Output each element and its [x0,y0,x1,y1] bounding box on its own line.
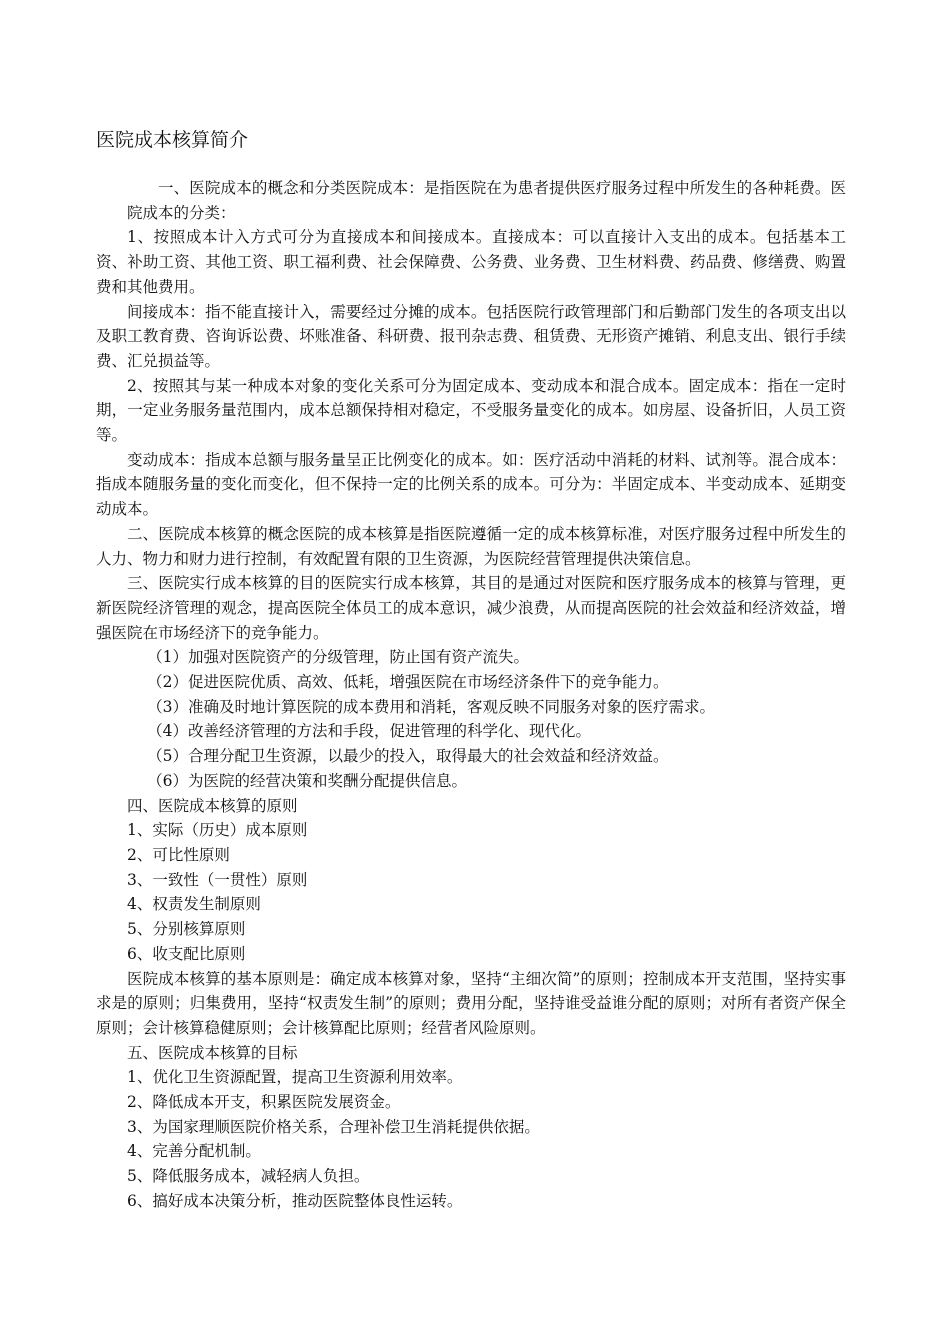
purpose-item: （5）合理分配卫生资源，以最少的投入，取得最大的社会效益和经济效益。 [147,747,669,766]
document-page [96,126,846,1214]
purpose-item: （4）改善经济管理的方法和手段，促进管理的科学化、现代化。 [147,722,592,741]
section-1-indirect-cost: 间接成本：指不能直接计入，需要经过分摊的成本。包括医院行政管理部门和后勤部门发生的各项支出以及职工教育费、咨询诉讼费、坏账准备、科研费、报刊杂志费、租赁费、无形资产摊销、利息支出、银行手续费、汇兑损益等。 [96,302,846,370]
principle-item: 1、实际（历史）成本原则 [127,821,308,840]
purpose-item: （1）加强对医院资产的分级管理，防止国有资产流失。 [147,648,530,667]
principles-summary: 医院成本核算的基本原则是：确定成本核算对象，坚持“主细次简”的原则；控制成本开支范围，坚持实事求是的原则；归集费用，坚持“权责发生制”的原则；费用分配，坚持谁受益谁分配的原则；对所有者资产保全原则；会计核算稳健原则；会计核算配比原则；经营者风险原则。 [96,969,846,1037]
goal-item: 6、搞好成本决策分析，推动医院整体良性运转。 [127,1191,463,1210]
document-title: 医院成本核算简介 [96,129,249,151]
section-1-variable-cost: 变动成本：指成本总额与服务量呈正比例变化的成本。如：医疗活动中消耗的材料、试剂等。混合成本：指成本随服务量的变化而变化，但不保持一定的比例关系的成本。可分为：半固定成本、半变动成本、延期变动成本。 [96,450,846,519]
purpose-item: （6）为医院的经营决策和奖酬分配提供信息。 [147,771,468,790]
goal-item: 4、完善分配机制。 [127,1142,261,1161]
principle-item: 6、收支配比原则 [127,944,246,963]
goal-item: 2、降低成本开支，积累医院发展资金。 [127,1093,401,1112]
section-1-item-2: 2、按照其与某一种成本对象的变化关系可分为固定成本、变动成本和混合成本。固定成本：指在一定时期，一定业务服务量范围内，成本总额保持相对稳定，不受服务量变化的成本。如房屋、设备折旧，人员工资等。 [96,376,846,445]
purpose-item: （3）准确及时地计算医院的成本费用和消耗，客观反映不同服务对象的医疗需求。 [147,697,716,716]
goal-item: 3、为国家理顺医院价格关系，合理补偿卫生消耗提供依据。 [127,1117,540,1136]
section-2-concept: 二、医院成本核算的概念医院的成本核算是指医院遵循一定的成本核算标准，对医疗服务过程中所发生的人力、物力和财力进行控制，有效配置有限的卫生资源，为医院经营管理提供决策信息。 [96,524,846,568]
section-3-purpose: 三、医院实行成本核算的目的医院实行成本核算，其目的是通过对医院和医疗服务成本的核算与管理，更新医院经济管理的观念，提高医院全体员工的成本意识，减少浪费，从而提高医院的社会效益和经济效益，增强医院在市场经济下的竞争能力。 [96,574,846,642]
principle-item: 3、一致性（一贯性）原则 [127,870,308,889]
principle-item: 2、可比性原则 [127,845,230,864]
purpose-item: （2）促进医院优质、高效、低耗，增强医院在市场经济条件下的竞争能力。 [147,673,669,692]
section-5-heading: 五、医院成本核算的目标 [127,1043,298,1062]
section-1-intro: 一、医院成本的概念和分类医院成本：是指医院在为患者提供医疗服务过程中所发生的各种耗费。医院成本的分类： [127,179,846,222]
section-1-item-1: 1、按照成本计入方式可分为直接成本和间接成本。直接成本：可以直接计入支出的成本。包括基本工资、补助工资、其他工资、职工福利费、社会保障费、公务费、业务费、卫生材料费、药品费、修缮费、购置费和其他费用。 [96,228,846,296]
principle-item: 4、权责发生制原则 [127,895,261,914]
section-4-heading: 四、医院成本核算的原则 [127,796,298,815]
goal-item: 1、优化卫生资源配置，提高卫生资源利用效率。 [127,1068,463,1087]
goal-item: 5、降低服务成本，减轻病人负担。 [127,1167,370,1186]
principle-item: 5、分别核算原则 [127,920,246,939]
